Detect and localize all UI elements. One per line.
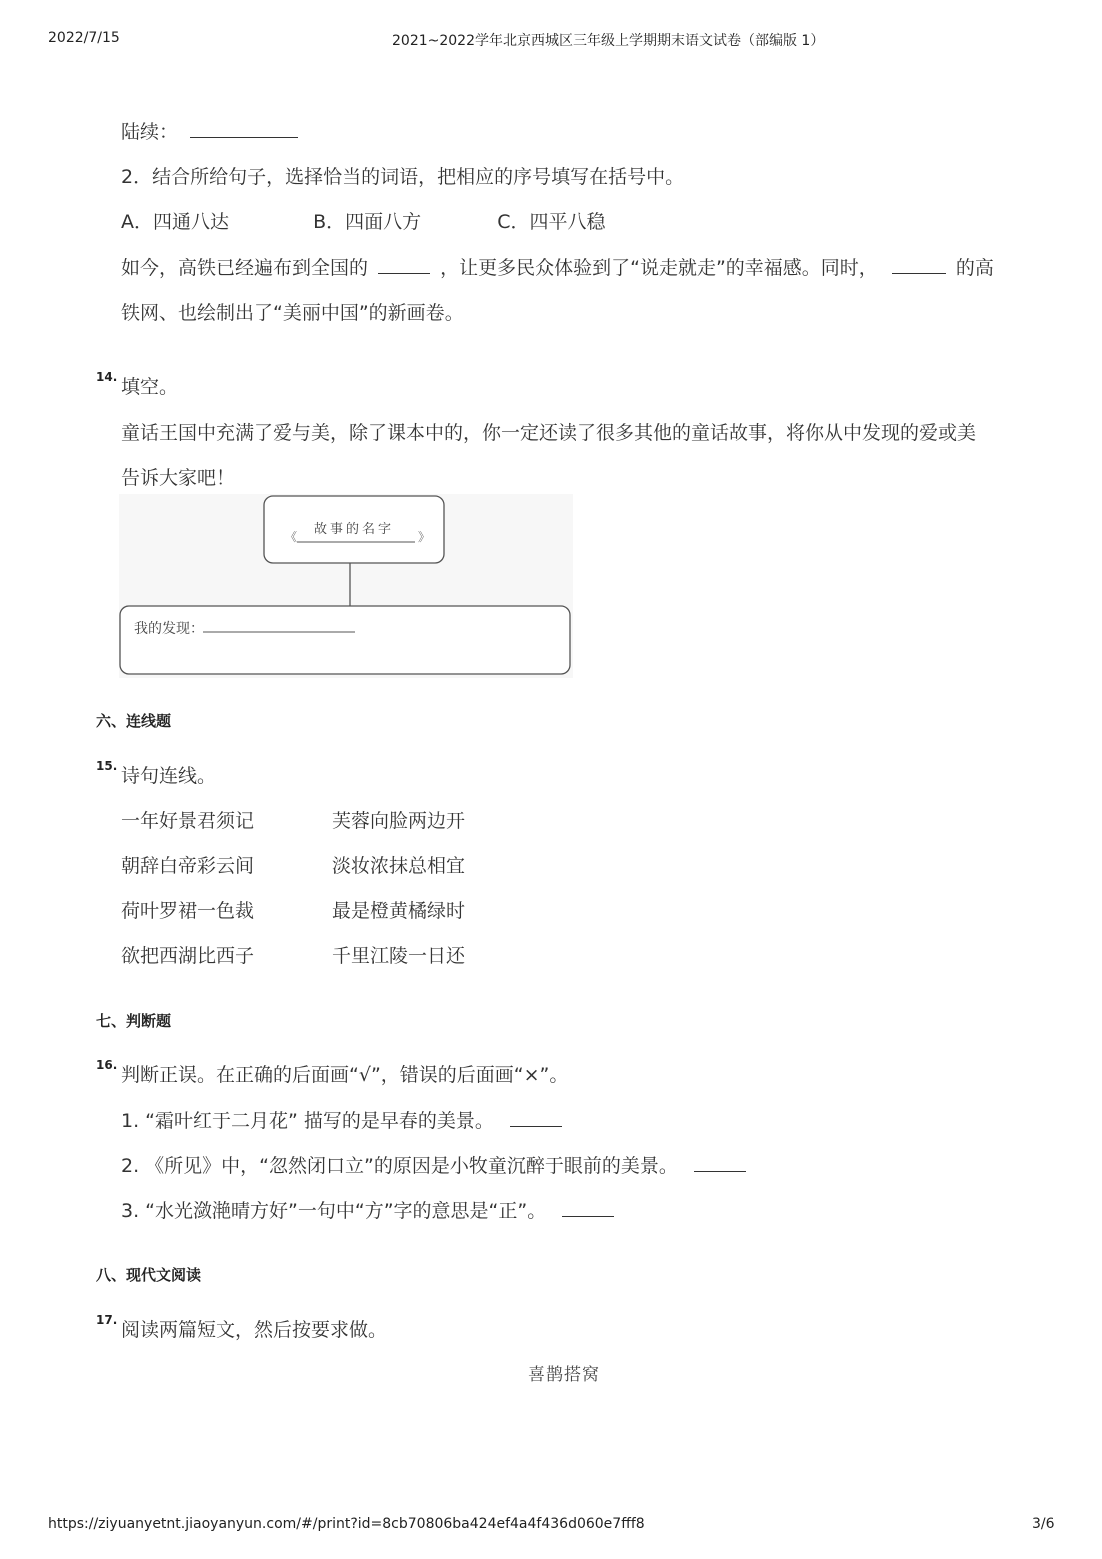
- poem-left-2[interactable]: 朝辞白帝彩云间: [121, 855, 255, 877]
- q17-title: 阅读两篇短文，然后按要求做。: [121, 1319, 388, 1341]
- poem-left-4[interactable]: 欲把西湖比西子: [121, 945, 255, 967]
- sentence-blank-2[interactable]: [892, 255, 946, 274]
- section-7-title: 七、判断题: [96, 1012, 172, 1030]
- section-8-title: 八、现代文阅读: [96, 1266, 202, 1284]
- option-a: A．四通八达: [121, 211, 229, 233]
- header-date: 2022/7/15: [48, 30, 120, 46]
- article-title: 喜鹊搭窝: [528, 1365, 600, 1385]
- q17-number: 17.: [96, 1313, 118, 1327]
- q13-sentence: [121, 253, 994, 280]
- poem-right-3[interactable]: 最是橙黄橘绿时: [332, 900, 466, 922]
- luxu-answer-blank[interactable]: [190, 119, 298, 138]
- judge-item-3-text: 3. “水光潋滟晴方好”一句中“方”字的意思是“正”。: [121, 1200, 547, 1222]
- judge-item-1-text: 1. “霜叶红于二月花” 描写的是早春的美景。: [121, 1110, 494, 1132]
- close-bracket: 》: [418, 530, 431, 544]
- sentence-blank-1[interactable]: [378, 255, 430, 274]
- q14-number: 14.: [96, 370, 118, 384]
- option-b: B．四面八方: [313, 211, 422, 233]
- luxu-label: 陆续：: [121, 121, 179, 143]
- q14-text-line1: 童话王国中充满了爱与美，除了课本中的，你一定还读了很多其他的童话故事，将你从中发现的爱或美: [121, 422, 977, 444]
- q13-sub2-prompt: 2．结合所给句子，选择恰当的词语，把相应的序号填写在括号中。: [121, 166, 685, 188]
- luxu-line: [121, 117, 298, 144]
- poem-right-2[interactable]: 淡妆浓抹总相宜: [332, 855, 466, 877]
- option-c: C．四平八稳: [497, 211, 606, 233]
- sentence-part1: 如今，高铁已经遍布到全国的: [121, 257, 369, 279]
- judge-item-2: [121, 1151, 746, 1178]
- footer-page-number: 3/6: [1032, 1516, 1055, 1532]
- judge-item-1-blank[interactable]: [510, 1108, 562, 1127]
- q14-title: 填空。: [121, 376, 179, 398]
- judge-item-2-blank[interactable]: [694, 1153, 746, 1172]
- finding-label: 我的发现：: [134, 621, 204, 637]
- q16-number: 16.: [96, 1058, 118, 1072]
- q16-title: 判断正误。在正确的后面画“√”，错误的后面画“×”。: [121, 1064, 569, 1086]
- judge-item-3-blank[interactable]: [562, 1198, 614, 1217]
- story-name-label: 故事的名字: [313, 522, 394, 537]
- sentence-part3: 的高: [955, 257, 994, 279]
- judge-item-1: [121, 1106, 562, 1133]
- q13-sentence-line2: 铁网、也绘制出了“美丽中国”的新画卷。: [121, 302, 464, 324]
- footer-url[interactable]: https://ziyuanyetnt.jiaoyanyun.com/#/print?id=8cb70806ba424ef4a4f436d060e7fff8: [48, 1516, 645, 1532]
- q14-text-line2: 告诉大家吧！: [121, 467, 236, 489]
- q13-options: [121, 207, 606, 234]
- q15-number: 15.: [96, 759, 118, 773]
- judge-item-3: [121, 1196, 614, 1223]
- poem-left-3[interactable]: 荷叶罗裙一色裁: [121, 900, 255, 922]
- open-bracket: 《: [285, 530, 298, 544]
- q15-title: 诗句连线。: [121, 765, 217, 787]
- poem-right-1[interactable]: 芙蓉向脸两边开: [332, 810, 466, 832]
- judge-item-2-text: 2. 《所见》中，“忽然闭口立”的原因是小牧童沉醉于眼前的美景。: [121, 1155, 678, 1177]
- section-6-title: 六、连线题: [96, 712, 172, 730]
- sentence-part2: ，让更多民众体验到了“说走就走”的幸福感。同时，: [440, 257, 878, 279]
- finding-box: [120, 606, 570, 674]
- poem-right-4[interactable]: 千里江陵一日还: [332, 945, 466, 967]
- poem-left-1[interactable]: 一年好景君须记: [121, 810, 255, 832]
- header-title: 2021~2022学年北京西城区三年级上学期期末语文试卷（部编版 1）: [392, 33, 825, 49]
